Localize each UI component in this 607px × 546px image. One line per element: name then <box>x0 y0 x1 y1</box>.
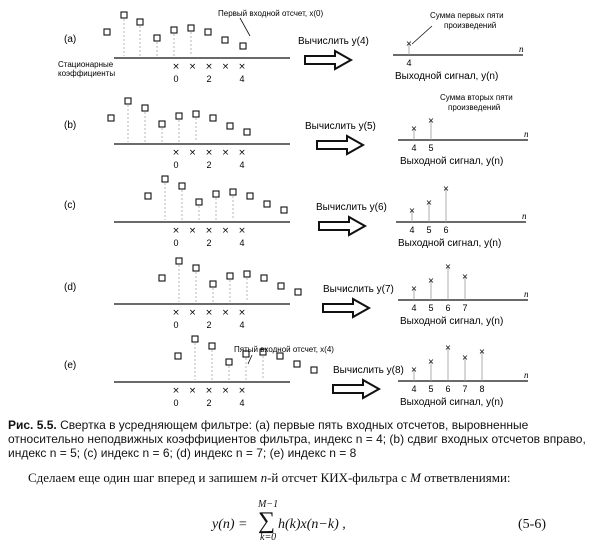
coeff-tick-label: 4 <box>239 320 245 330</box>
input-sample <box>104 29 110 35</box>
panel-label: (c) <box>64 200 76 211</box>
output-sample: × <box>442 184 450 193</box>
output-tick-label: 5 <box>426 225 432 235</box>
formula-upper-limit: M−1 <box>258 499 279 510</box>
coefficient-mark: × <box>238 308 246 318</box>
panel-label: (b) <box>64 120 77 131</box>
coeff-tick-label: 2 <box>206 160 212 170</box>
input-sample <box>159 121 165 127</box>
panel-label: (a) <box>64 34 77 45</box>
annotation-leader <box>240 18 250 36</box>
output-sample: × <box>410 365 418 374</box>
caption-label: Рис. 5.5. <box>8 418 57 432</box>
fifth-input-annotation: Пятый входной отсчет, x(4) <box>234 345 334 354</box>
output-tick-label: 6 <box>445 303 451 313</box>
coefficient-mark: × <box>238 386 246 396</box>
input-sample <box>311 367 317 373</box>
input-sample <box>137 19 143 25</box>
compute-arrow-icon <box>317 136 363 154</box>
input-sample <box>294 361 300 367</box>
input-sample <box>226 359 232 365</box>
input-sample <box>227 123 233 129</box>
input-sample <box>210 281 216 287</box>
coefficient-mark: × <box>172 62 180 72</box>
input-sample <box>196 199 202 205</box>
input-sample <box>227 273 233 279</box>
output-n-label: n <box>524 289 529 299</box>
coefficient-mark: × <box>221 62 230 72</box>
output-tick-label: 5 <box>428 143 434 153</box>
coefficient-mark: × <box>172 386 180 396</box>
coefficient-mark: × <box>188 386 197 396</box>
first-input-annotation: Первый входной отсчет, x(0) <box>218 9 324 18</box>
compute-arrow-icon <box>323 299 369 317</box>
coefficient-mark: × <box>205 386 213 396</box>
input-sample <box>295 289 301 295</box>
coefficient-mark: × <box>172 148 180 158</box>
coefficient-mark: × <box>172 226 180 236</box>
coeff-tick-label: 2 <box>206 238 212 248</box>
formula-sigma: ∑ <box>258 508 276 534</box>
compute-label: Вычислить y(4) <box>298 36 369 47</box>
output-sample: × <box>427 276 435 285</box>
input-sample <box>278 283 284 289</box>
coeff-tick-label: 4 <box>239 398 245 408</box>
input-sample <box>209 343 215 349</box>
coefficient-mark: × <box>238 226 246 236</box>
coefficient-mark: × <box>238 148 246 158</box>
input-sample <box>175 353 181 359</box>
coefficient-mark: × <box>205 308 213 318</box>
output-axis-title: Выходной сигнал, y(n) <box>400 156 504 167</box>
output-tick-label: 4 <box>409 225 415 235</box>
para-text-middle: -й отсчет КИХ-фильтра с <box>267 470 410 485</box>
input-sample <box>176 113 182 119</box>
compute-label: Вычислить y(6) <box>316 202 387 213</box>
output-sample: × <box>408 206 416 215</box>
compute-arrow-icon <box>305 51 351 69</box>
para-text-after: ответвлениями: <box>420 470 511 485</box>
coeff-tick-label: 2 <box>206 398 212 408</box>
output-tick-label: 7 <box>462 303 468 313</box>
input-sample <box>154 35 160 41</box>
output-tick-label: 4 <box>411 303 417 313</box>
input-sample <box>264 201 270 207</box>
input-sample <box>142 105 148 111</box>
output-sample: × <box>461 353 469 362</box>
coeff-tick-label: 2 <box>206 320 212 330</box>
input-sample <box>222 37 228 43</box>
input-sample <box>213 191 219 197</box>
annotation-leader <box>412 26 432 44</box>
coefficient-mark: × <box>188 226 197 236</box>
output-sample: × <box>425 198 433 207</box>
output-sample: × <box>410 124 418 133</box>
output-tick-label: 4 <box>411 384 417 394</box>
coeff-tick-label: 4 <box>239 160 245 170</box>
stationary-coeffs-annotation: Стационарные <box>58 60 114 69</box>
compute-label: Вычислить y(5) <box>305 121 376 132</box>
output-tick-label: 8 <box>479 384 485 394</box>
panel-label: (e) <box>64 360 77 371</box>
caption-text: Свертка в усредняющем фильтре: (a) первые пять входных отсчетов, выровненные относительно неподвижных коэффициентов фильтра, индекс n = 4; (b) сдвиг входных отсчетов вправо, индекс n = 5; (c) индекс n = 6; (d) индекс n = 7; (e) индекс n = 8 <box>8 418 586 460</box>
equation-5-6 <box>212 499 602 545</box>
input-sample <box>247 193 253 199</box>
coeff-tick-label: 4 <box>239 74 245 84</box>
body-paragraph <box>28 470 588 485</box>
output-sample: × <box>444 343 452 352</box>
sum-first-five-annotation: произведений <box>444 21 497 30</box>
output-n-label: n <box>524 370 529 380</box>
output-sample: × <box>461 272 469 281</box>
input-sample <box>261 275 267 281</box>
output-tick-label: 6 <box>443 225 449 235</box>
output-tick-label: 4 <box>406 58 412 68</box>
formula-lhs: y(n) = <box>212 517 248 532</box>
compute-label: Вычислить y(7) <box>323 284 394 295</box>
output-tick-label: 5 <box>428 303 434 313</box>
input-sample <box>145 193 151 199</box>
coeff-tick-label: 0 <box>173 320 179 330</box>
formula-lower-limit: k=0 <box>260 532 277 543</box>
output-tick-label: 5 <box>428 384 434 394</box>
sum-second-five-annotation: Сумма вторых пяти <box>440 93 513 102</box>
stationary-coeffs-annotation: коэффициенты <box>58 69 116 78</box>
input-sample <box>193 265 199 271</box>
coeff-tick-label: 0 <box>173 160 179 170</box>
input-sample <box>179 183 185 189</box>
input-sample <box>108 115 114 121</box>
formula-rhs: h(k)x(n−k) , <box>278 517 346 532</box>
coefficient-mark: × <box>205 62 213 72</box>
input-sample <box>192 336 198 342</box>
input-sample <box>162 176 168 182</box>
coefficient-mark: × <box>205 148 213 158</box>
input-sample <box>176 258 182 264</box>
output-sample: × <box>405 39 413 48</box>
sum-first-five-annotation: Сумма первых пяти <box>430 11 504 20</box>
coefficient-mark: × <box>188 308 197 318</box>
input-sample <box>121 12 127 18</box>
output-axis-title: Выходной сигнал, y(n) <box>398 238 502 249</box>
input-sample <box>159 275 165 281</box>
output-sample: × <box>427 116 435 125</box>
compute-arrow-icon <box>319 217 365 235</box>
coeff-tick-label: 0 <box>173 238 179 248</box>
coeff-tick-label: 4 <box>239 238 245 248</box>
output-sample: × <box>427 357 435 366</box>
para-text-before: Сделаем еще один шаг вперед и запишем <box>28 470 261 485</box>
output-sample: × <box>478 347 486 356</box>
output-sample: × <box>410 284 418 293</box>
compute-arrow-icon <box>333 380 379 398</box>
input-sample <box>210 115 216 121</box>
coefficient-mark: × <box>221 226 230 236</box>
figure-caption <box>8 418 593 460</box>
input-sample <box>244 271 250 277</box>
output-n-label: n <box>519 44 524 54</box>
input-sample <box>244 129 250 135</box>
output-n-label: n <box>524 129 529 139</box>
input-sample <box>240 43 246 49</box>
coefficient-mark: × <box>221 386 230 396</box>
input-sample <box>171 27 177 33</box>
output-tick-label: 6 <box>445 384 451 394</box>
coeff-tick-label: 2 <box>206 74 212 84</box>
output-sample: × <box>444 262 452 271</box>
input-sample <box>205 29 211 35</box>
input-sample <box>281 207 287 213</box>
coefficient-mark: × <box>188 148 197 158</box>
input-sample <box>188 25 194 31</box>
panel-label: (d) <box>64 282 77 293</box>
output-axis-title: Выходной сигнал, y(n) <box>400 397 504 408</box>
coefficient-mark: × <box>221 308 230 318</box>
coefficient-mark: × <box>172 308 180 318</box>
output-tick-label: 4 <box>411 143 417 153</box>
coefficient-mark: × <box>188 62 197 72</box>
input-sample <box>230 189 236 195</box>
coefficient-mark: × <box>238 62 246 72</box>
coeff-tick-label: 0 <box>173 398 179 408</box>
output-axis-title: Выходной сигнал, y(n) <box>400 316 504 327</box>
sum-second-five-annotation: произведений <box>448 103 501 112</box>
output-axis-title: Выходной сигнал, y(n) <box>395 71 499 82</box>
output-n-label: n <box>522 211 527 221</box>
output-tick-label: 7 <box>462 384 468 394</box>
para-var-n: n <box>260 470 268 485</box>
input-sample <box>125 98 131 104</box>
para-var-m: M <box>410 470 421 485</box>
coeff-tick-label: 0 <box>173 74 179 84</box>
formula-number: (5-6) <box>518 517 546 532</box>
coefficient-mark: × <box>221 148 230 158</box>
coefficient-mark: × <box>205 226 213 236</box>
input-sample <box>193 111 199 117</box>
compute-label: Вычислить y(8) <box>333 365 404 376</box>
